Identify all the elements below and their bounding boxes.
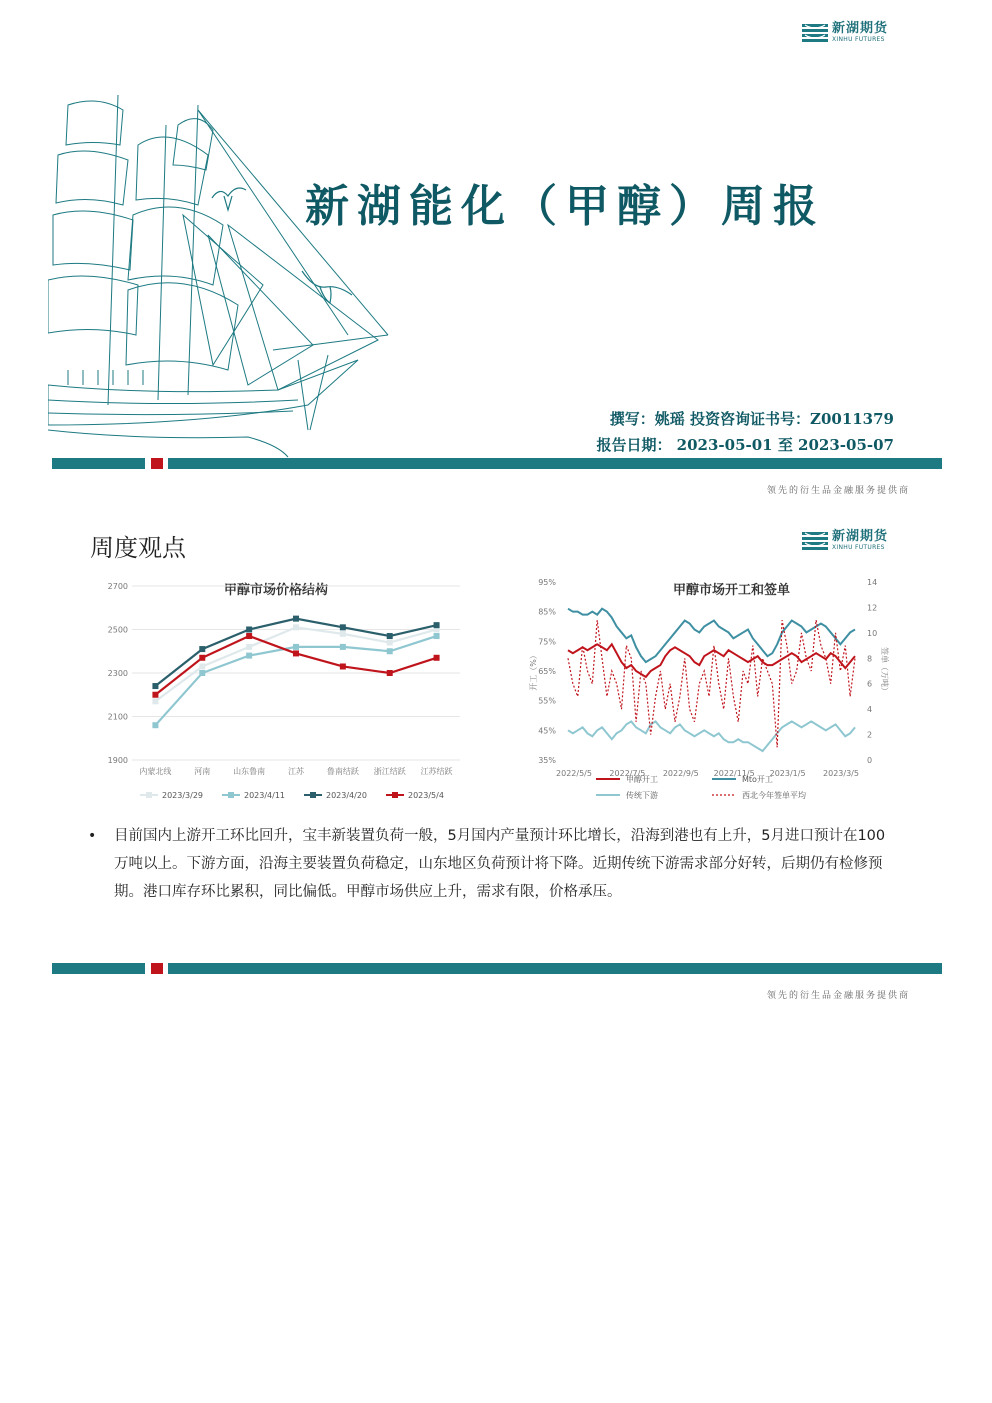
legend-label: 2023/5/4 — [408, 791, 444, 800]
y-left-tick-label: 55% — [538, 696, 556, 706]
data-point — [293, 650, 299, 656]
section-title: 周度观点 — [90, 534, 186, 562]
y-tick-label: 2500 — [107, 625, 128, 635]
divider-bar — [52, 963, 942, 974]
y-right-axis-label: 签单（万吨） — [880, 647, 889, 695]
y-right-tick-label: 6 — [867, 679, 873, 689]
x-tick-label: 浙江结跃 — [373, 767, 406, 776]
data-point — [199, 663, 205, 669]
data-point — [340, 631, 346, 637]
data-point — [293, 644, 299, 650]
data-point — [246, 653, 252, 659]
data-point — [434, 622, 440, 628]
data-point — [387, 648, 393, 654]
section-logo — [802, 530, 888, 551]
data-point — [387, 670, 393, 676]
header-logo — [802, 22, 888, 43]
logo-en: XINHU FUTURES — [832, 544, 885, 551]
y-left-tick-label: 65% — [538, 667, 556, 676]
price-structure-chart — [90, 572, 475, 807]
y-right-tick-label: 10 — [867, 628, 878, 638]
legend-label: Mto开工 — [742, 775, 773, 784]
x-tick-label: 2022/7/5 — [609, 769, 646, 778]
data-point — [293, 624, 299, 630]
logo-cn: 新湖期货 — [832, 529, 889, 544]
y-tick-label: 2300 — [107, 669, 128, 678]
x-tick-label: 2022/11/5 — [713, 769, 755, 778]
legend-label: 传统下游 — [626, 791, 658, 800]
logo-en: XINHU FUTURES — [832, 36, 885, 43]
chart-title: 甲醇市场开工和签单 — [672, 583, 791, 598]
seagull-icon — [300, 265, 355, 310]
data-point — [340, 663, 346, 669]
logo-cn: 新湖期货 — [832, 21, 889, 36]
data-point — [387, 640, 393, 646]
y-right-tick-label: 8 — [867, 654, 873, 664]
data-point — [340, 644, 346, 650]
data-point — [199, 670, 205, 676]
y-left-axis-label: 开工（%） — [529, 651, 538, 691]
y-tick-label: 1900 — [107, 756, 128, 765]
x-tick-label: 内蒙北线 — [139, 767, 172, 776]
y-right-tick-label: 4 — [867, 705, 873, 715]
viewpoint-text: 目前国内上游开工环比回升，宝丰新装置负荷一般，5月国内产量预计环比增长，沿海到港也有上升，5月进口预计在100万吨以上。下游方面，沿海主要装置负荷稳定，山东地区负荷预计将下降。近期传统下游需求部分好转，后期仍有检修预期。港口库存环比累积，同比偏低。甲醇市场供应上升，需求有限，价格承压。 — [114, 828, 886, 900]
viewpoint-bullet — [88, 822, 896, 906]
operating-rate-chart — [520, 572, 890, 807]
data-point — [152, 683, 158, 689]
data-point — [152, 698, 158, 704]
x-tick-label: 鲁南结跃 — [326, 767, 359, 776]
y-right-tick-label: 0 — [867, 756, 873, 765]
series-line — [568, 644, 855, 677]
legend-marker — [310, 792, 316, 798]
y-left-tick-label: 45% — [538, 726, 556, 736]
x-tick-label: 江苏 — [288, 767, 304, 776]
data-point — [293, 616, 299, 622]
data-point — [246, 633, 252, 639]
legend-label: 2023/4/20 — [326, 791, 368, 800]
data-point — [152, 692, 158, 698]
x-tick-label: 山东鲁南 — [233, 767, 266, 776]
x-tick-label: 2023/1/5 — [769, 769, 806, 778]
series-line — [568, 721, 855, 751]
x-tick-label: 河南 — [194, 767, 211, 776]
legend-label: 西北今年签单平均 — [742, 791, 806, 800]
x-tick-label: 2022/9/5 — [662, 769, 699, 778]
y-left-tick-label: 75% — [538, 637, 556, 647]
data-point — [434, 633, 440, 639]
data-point — [246, 627, 252, 633]
tagline: 领先的衍生品金融服务提供商 — [766, 991, 910, 1001]
legend-label: 2023/4/11 — [244, 791, 286, 800]
x-tick-label: 2023/3/5 — [823, 769, 859, 778]
y-left-tick-label: 85% — [538, 607, 556, 617]
date-line: 报告日期： 2023-05-01 至 2023-05-07 — [596, 436, 894, 454]
y-left-tick-label: 35% — [538, 756, 556, 765]
y-tick-label: 2700 — [107, 582, 128, 591]
data-point — [387, 633, 393, 639]
seagull-icon — [210, 180, 250, 215]
data-point — [152, 722, 158, 728]
data-point — [199, 655, 205, 661]
x-tick-label: 江苏结跃 — [420, 767, 453, 776]
legend-label: 甲醇开工 — [626, 775, 658, 784]
data-point — [340, 624, 346, 630]
series-line — [568, 609, 855, 662]
tagline: 领先的衍生品金融服务提供商 — [766, 486, 910, 496]
x-tick-label: 2022/5/5 — [556, 769, 592, 778]
legend-marker — [146, 792, 152, 798]
chart-title: 甲醇市场价格结构 — [223, 583, 329, 598]
xinhu-logo-icon — [802, 23, 828, 43]
data-point — [434, 655, 440, 661]
report-title: 新湖能化（甲醇）周报 — [305, 181, 825, 232]
y-right-tick-label: 14 — [867, 578, 878, 587]
legend-marker — [228, 792, 234, 798]
bullet-dot: • — [88, 828, 97, 844]
series-line — [568, 620, 855, 747]
data-point — [246, 644, 252, 650]
xinhu-logo-icon — [802, 531, 828, 551]
y-right-tick-label: 2 — [867, 730, 873, 740]
divider-bar — [52, 458, 942, 469]
data-point — [199, 646, 205, 652]
y-tick-label: 2100 — [107, 712, 128, 722]
author-line: 撰写：姚瑶 投资咨询证书号：Z0011379 — [609, 410, 894, 428]
legend-marker — [392, 792, 398, 798]
y-right-tick-label: 12 — [867, 603, 878, 613]
legend-label: 2023/3/29 — [162, 791, 204, 800]
y-left-tick-label: 95% — [538, 578, 556, 587]
series-line — [155, 627, 436, 701]
